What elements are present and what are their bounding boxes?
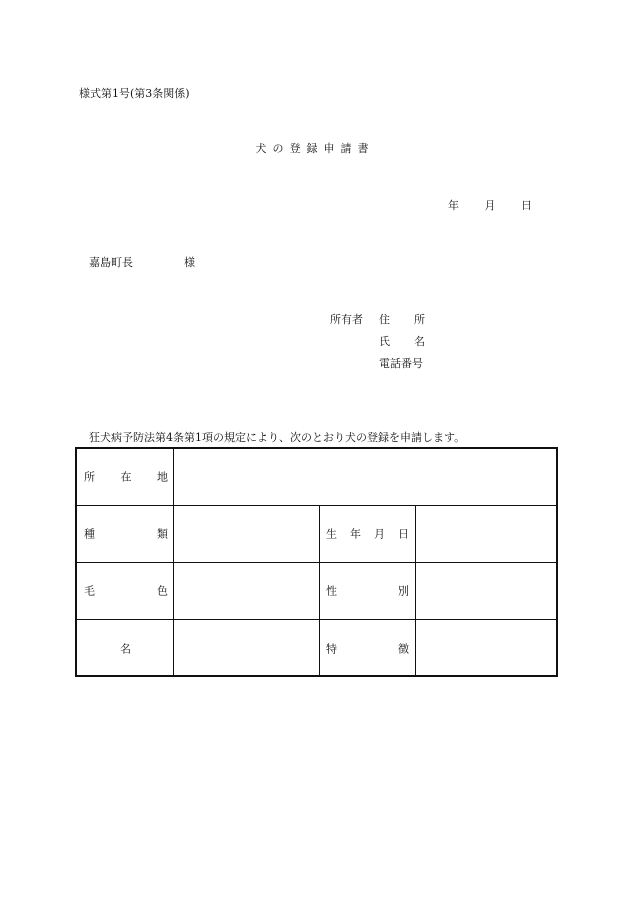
table-row-breed — [77, 506, 556, 563]
table-row-location — [77, 449, 556, 506]
breed-char-2: 類 — [157, 527, 168, 541]
breed-char-1: 種 — [84, 527, 95, 541]
breed-label — [84, 529, 168, 540]
coat-color-char-1: 毛 — [84, 584, 95, 598]
features-char-1: 特 — [326, 642, 337, 655]
coat-color-label-cell — [77, 563, 174, 619]
coat-color-label — [84, 586, 168, 597]
year-label: 年 — [448, 199, 459, 212]
dog-name-label-cell — [77, 620, 174, 677]
table-row-coat-color — [77, 563, 556, 620]
addressee-name: 嘉島町長 — [89, 256, 133, 269]
location-char-3: 地 — [157, 470, 168, 484]
birthdate-value-cell[interactable] — [416, 506, 556, 562]
features-char-2: 徴 — [398, 642, 409, 655]
features-label-cell — [320, 620, 416, 677]
breed-value-cell[interactable] — [174, 506, 320, 562]
addressee-honorific: 様 — [184, 256, 195, 269]
document-title: 犬の登録申請書 — [255, 142, 375, 155]
form-number: 様式第1号(第3条関係) — [79, 87, 190, 100]
table-row-name — [77, 620, 556, 677]
location-char-1: 所 — [84, 470, 95, 484]
registration-table — [75, 447, 558, 677]
location-char-2: 在 — [120, 470, 132, 484]
date-line — [448, 200, 532, 211]
owner-name-char-2: 名 — [414, 335, 425, 348]
dog-name-value-cell[interactable] — [174, 620, 320, 677]
owner-address-char-1: 住 — [379, 313, 390, 326]
owner-address-char-2: 所 — [414, 313, 425, 326]
birthdate-char-1: 生 — [326, 527, 337, 541]
breed-label-cell — [77, 506, 174, 562]
sex-char-1: 性 — [326, 584, 337, 598]
birthdate-char-2: 年 — [350, 527, 361, 541]
birthdate-label-cell — [320, 506, 416, 562]
owner-label: 所有者 — [330, 313, 363, 326]
features-label — [326, 643, 409, 654]
month-label: 月 — [484, 199, 496, 212]
location-label-cell — [77, 449, 174, 505]
birthdate-char-3: 月 — [374, 527, 385, 541]
birthdate-label — [326, 529, 409, 540]
day-label: 日 — [521, 199, 532, 212]
location-value-cell[interactable] — [174, 449, 556, 505]
dog-name-label: 名 — [120, 642, 131, 655]
owner-phone-label: 電話番号 — [379, 357, 423, 370]
application-statement: 狂犬病予防法第4条第1項の規定により、次のとおり犬の登録を申請します。 — [89, 431, 466, 444]
owner-name-label — [379, 336, 425, 347]
owner-name-char-1: 氏 — [379, 335, 390, 348]
sex-value-cell[interactable] — [416, 563, 556, 619]
coat-color-value-cell[interactable] — [174, 563, 320, 619]
sex-label-cell — [320, 563, 416, 619]
sex-char-2: 別 — [398, 584, 409, 598]
owner-address-label — [379, 314, 425, 325]
features-value-cell[interactable] — [416, 620, 556, 677]
location-label — [84, 472, 168, 483]
birthdate-char-4: 日 — [398, 527, 409, 541]
sex-label — [326, 586, 409, 597]
coat-color-char-2: 色 — [157, 584, 168, 598]
